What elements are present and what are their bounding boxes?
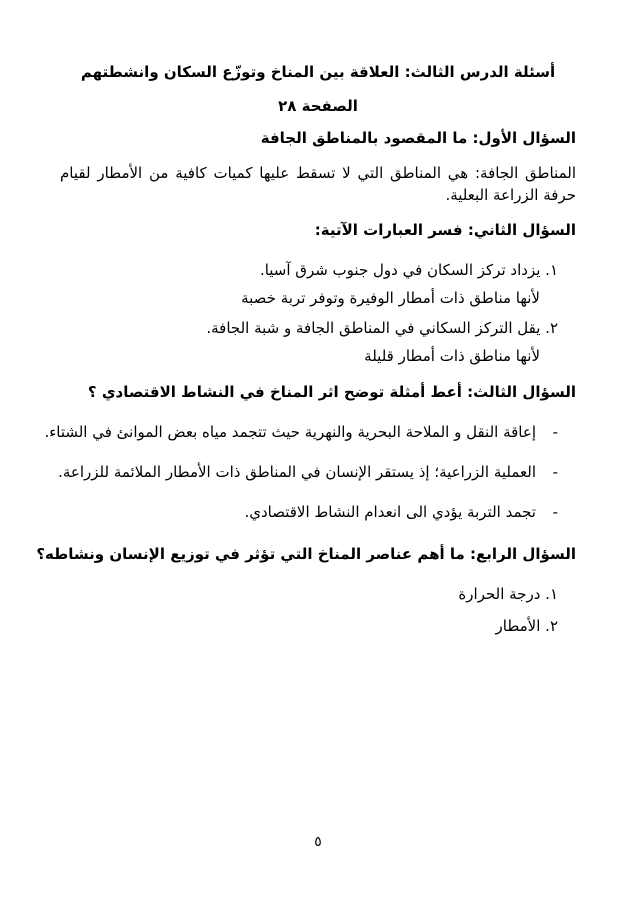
- question-2: السؤال الثاني: فسر العبارات الآتية:: [314, 221, 576, 239]
- page-number: ٥: [314, 834, 322, 850]
- question-1: السؤال الأول: ما المقصود بالمناطق الجافة: [260, 129, 576, 147]
- q3-bullet-2-marker: -: [552, 463, 558, 481]
- q3-item-2: العملية الزراعية؛ إذ يستقر الإنسان في المناطق ذات الأمطار الملائمة للزراعة.: [58, 463, 536, 481]
- q4-item-1: ١. درجة الحرارة: [458, 585, 558, 603]
- q3-item-1: إعاقة النقل و الملاحة البحرية والنهرية حيث تتجمد مياه بعض الموانئ في الشتاء.: [44, 423, 536, 441]
- q2-statement-1: ١. يزداد تركز السكان في دول جنوب شرق آسيا.: [259, 261, 558, 279]
- lesson-title: أسئلة الدرس الثالث: العلاقة بين المناخ وتوزّع السكان وانشطتهم: [80, 63, 556, 81]
- q3-bullet-1-marker: -: [552, 423, 558, 441]
- q2-statement-2: ٢. يقل التركز السكاني في المناطق الجافة و شبة الجافة.: [206, 319, 558, 337]
- q2-reason-2: لأنها مناطق ذات أمطار قليلة: [364, 347, 540, 365]
- question-4: السؤال الرابع: ما أهم عناصر المناخ التي تؤثر في توزيع الإنسان ونشاطه؟: [36, 545, 576, 563]
- q2-reason-1: لأنها مناطق ذات أمطار الوفيرة وتوفر تربة خصبة: [241, 289, 540, 307]
- answer-1: المناطق الجافة: هي المناطق التي لا تسقط عليها كميات كافية من الأمطار لقيام حرفة الزراعة البعلية.: [60, 164, 576, 204]
- q3-item-3: تجمد التربة يؤدي الى انعدام النشاط الاقتصادي.: [244, 503, 536, 521]
- question-3: السؤال الثالث: أعط أمثلة توضح اثر المناخ في النشاط الاقتصادي ؟: [87, 383, 576, 401]
- page-label: الصفحة ٢٨: [278, 97, 358, 115]
- q4-item-2: ٢. الأمطار: [495, 617, 558, 635]
- q3-bullet-3-marker: -: [552, 503, 558, 521]
